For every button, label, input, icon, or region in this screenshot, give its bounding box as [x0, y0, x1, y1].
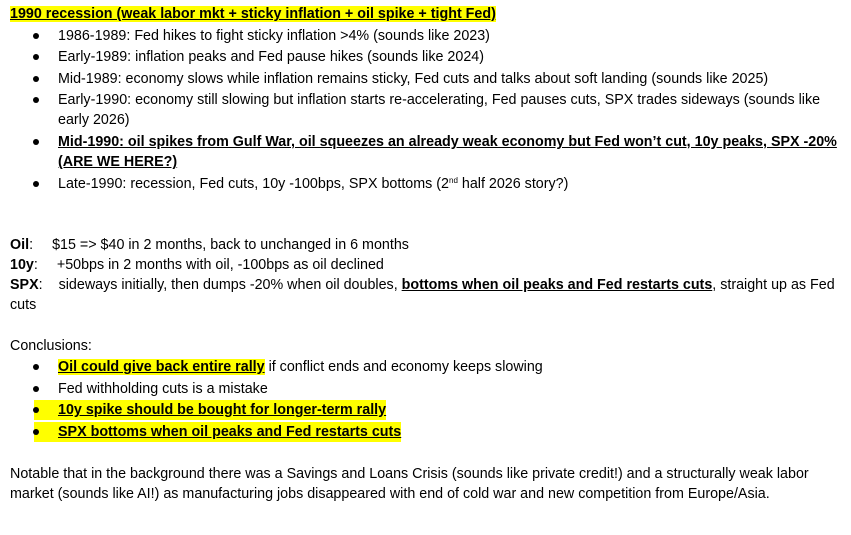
conclusions-list: [10, 357, 840, 442]
list-item: 1986-1989: Fed hikes to fight sticky inflation >4% (sounds like 2023): [10, 26, 840, 46]
bullet-icon: [33, 33, 39, 39]
list-item: Fed withholding cuts is a mistake: [10, 379, 840, 399]
oil-line: Oil: $15 => $40 in 2 months, back to unchanged in 6 months: [10, 236, 409, 253]
list-item: Early-1990: economy still slowing but inflation starts re-accelerating, Fed pauses cuts, SPX trades sideways (sounds like early 2026): [10, 90, 840, 130]
bullet-icon: [33, 181, 39, 187]
list-item-highlighted: 10y spike should be bought for longer-term rally: [34, 400, 386, 420]
list-item-emphasis: Mid-1990: oil spikes from Gulf War, oil squeezes an already weak economy but Fed won’t cut, 10y peaks, SPX -20% (ARE WE HERE?): [10, 132, 840, 172]
title-line: [10, 4, 840, 24]
bullet-icon: [33, 429, 39, 435]
list-item: Mid-1989: economy slows while inflation remains sticky, Fed cuts and talks about soft landing (sounds like 2025): [10, 69, 840, 89]
bullet-icon: [33, 54, 39, 60]
list-item: Oil could give back entire rally if conflict ends and economy keeps slowing: [10, 357, 840, 377]
conclusions-heading: Conclusions:: [10, 337, 92, 354]
timeline-list: [10, 26, 840, 194]
bullet-icon: [33, 364, 39, 370]
notable-paragraph: Notable that in the background there was a Savings and Loans Crisis (sounds like private credit!) and a structurally weak labor market (sounds like AI!) as manufacturing jobs disappeared with end of cold war and new competition from Europe/Asia.: [10, 465, 809, 502]
list-item-highlighted: SPX bottoms when oil peaks and Fed restarts cuts: [34, 422, 401, 442]
bullet-icon: [33, 76, 39, 82]
tenyear-line: 10y: +50bps in 2 months with oil, -100bps as oil declined: [10, 256, 384, 273]
document-body: [10, 4, 840, 504]
bullet-icon: [33, 97, 39, 103]
list-item: Early-1989: inflation peaks and Fed pause hikes (sounds like 2024): [10, 47, 840, 67]
list-item: Late-1990: recession, Fed cuts, 10y -100bps, SPX bottoms (2nd half 2026 story?): [10, 174, 840, 194]
spx-line: SPX: sideways initially, then dumps -20% when oil doubles, bottoms when oil peaks and Fed restarts cuts, straight up as Fed cuts: [10, 276, 835, 313]
bullet-icon: [33, 407, 39, 413]
bullet-icon: [33, 139, 39, 145]
document-title: 1990 recession (weak labor mkt + sticky inflation + oil spike + tight Fed): [10, 6, 496, 22]
bullet-icon: [33, 386, 39, 392]
